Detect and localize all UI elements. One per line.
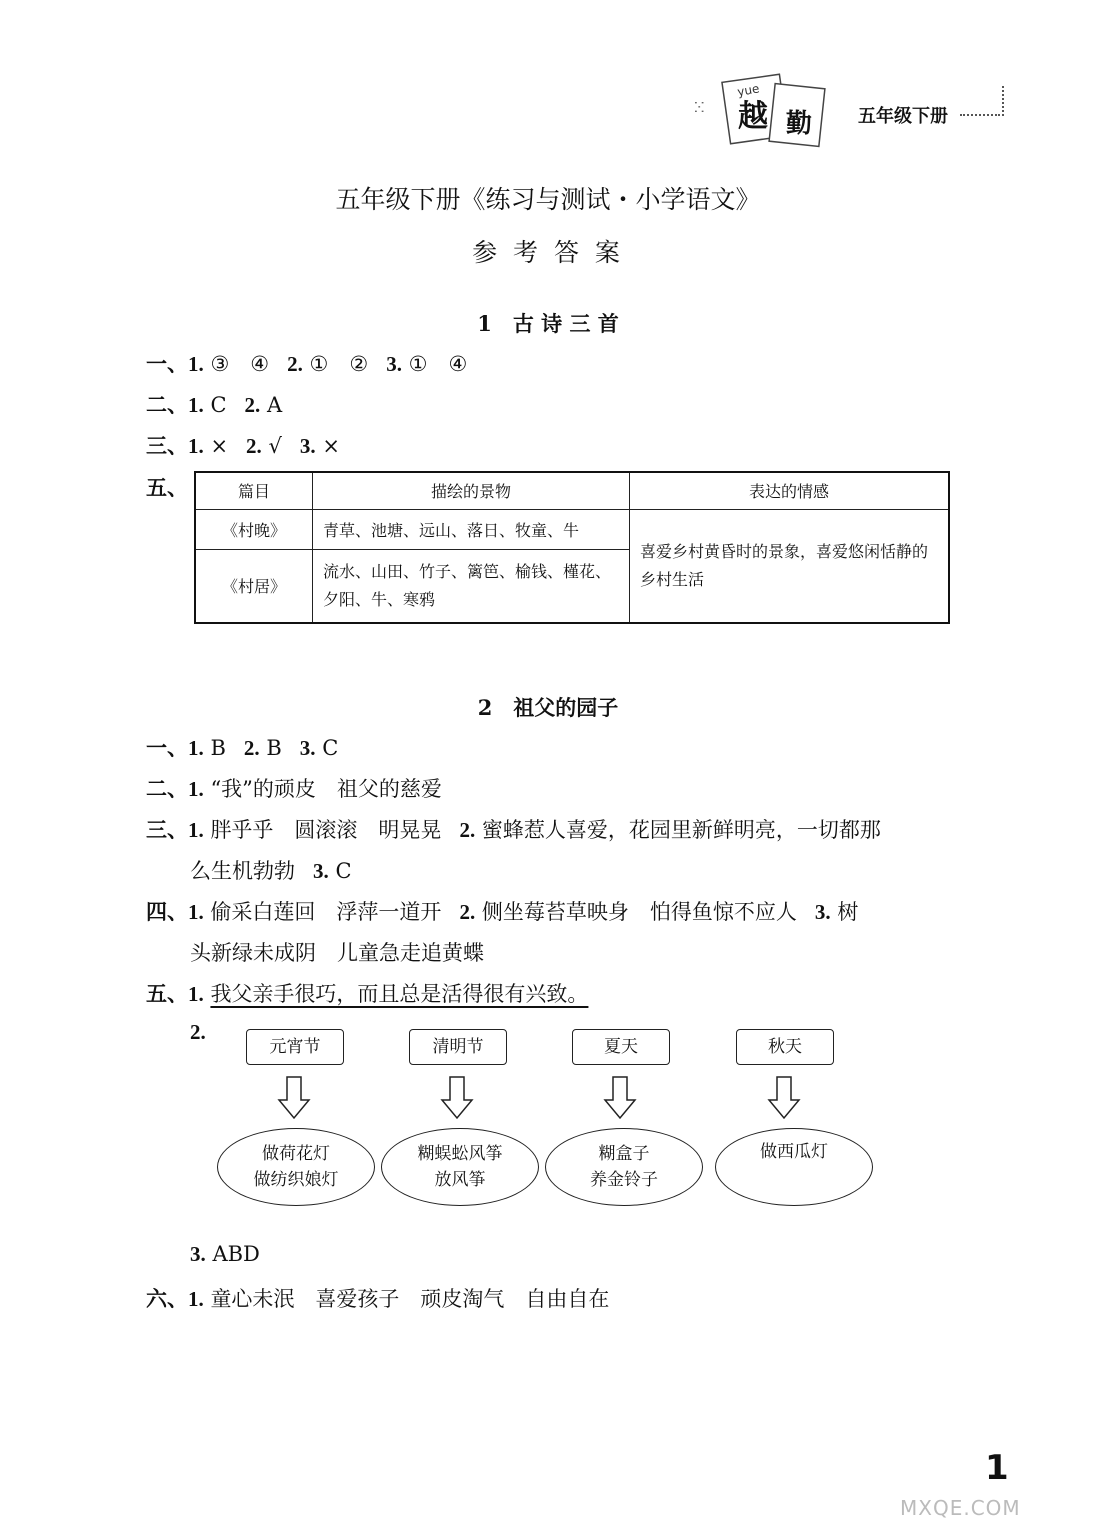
logo-pinyin: yue: [736, 81, 761, 100]
table-cell-title: 《村居》: [195, 549, 313, 623]
table-cell-scenery: 青草、池塘、远山、落日、牧童、牛: [313, 509, 630, 549]
document-subtitle: 参 考 答 案: [472, 238, 624, 267]
season-box: 夏天: [572, 1029, 670, 1065]
activity-oval: 做荷花灯 做纺织娘灯: [217, 1128, 375, 1206]
season-box: 秋天: [736, 1029, 834, 1065]
table-header-emotion: 表达的情感: [630, 472, 950, 509]
logo-char-1: 越: [738, 99, 768, 134]
down-arrow-icon: [277, 1076, 311, 1120]
l1-q1-answer: 一、1. ③ ④ 2. ① ② 3. ① ④: [146, 352, 468, 376]
activity-oval: 糊盒子 养金铃子: [545, 1128, 703, 1206]
table-cell-scenery: 流水、山田、竹子、篱笆、榆钱、槿花、夕阳、牛、寒鸦: [313, 549, 630, 623]
l2-q5-3-answer: 3. ABD: [190, 1242, 260, 1266]
activity-oval: 糊蜈蚣风筝 放风筝: [381, 1128, 539, 1206]
header-divider: [960, 114, 1000, 116]
l2-q2-answer: 二、1. “我”的顽皮 祖父的慈爱: [146, 777, 442, 801]
watermark: MXQE.COM: [900, 1496, 1021, 1520]
l2-q3-answer-line2: 么生机勃勃 3. C: [190, 859, 352, 883]
l1-q5-label: 五、: [146, 476, 188, 500]
lesson-1-heading: 1 古 诗 三 首: [477, 311, 619, 336]
grade-tag: 五年级下册: [858, 106, 948, 127]
header-divider-vertical: [1002, 86, 1004, 116]
l1-q2-answer: 二、1. C 2. A: [146, 393, 283, 417]
down-arrow-icon: [440, 1076, 474, 1120]
table-cell-emotion: 喜爱乡村黄昏时的景象，喜爱悠闲恬静的乡村生活: [630, 509, 950, 623]
l1-q3-answer: 三、1. × 2. √ 3. ×: [146, 434, 340, 458]
table-cell-title: 《村晚》: [195, 509, 313, 549]
lesson-2-heading: 2 祖父的园子: [477, 695, 619, 720]
l2-q3-answer-line1: 三、1. 胖乎乎 圆滚滚 明晃晃 2. 蜜蜂惹人喜爱，花园里新鲜明亮，一切都那: [146, 818, 881, 842]
table-header-scenery: 描绘的景物: [313, 472, 630, 509]
season-box: 清明节: [409, 1029, 507, 1065]
l2-q5-2-label: 2.: [190, 1020, 206, 1044]
l2-q1-answer: 一、1. B 2. B 3. C: [146, 736, 339, 760]
l2-q5-1-answer: 五、1. 我父亲手很巧，而且总是活得很有兴致。: [146, 982, 589, 1006]
activity-oval: 做西瓜灯: [715, 1128, 873, 1206]
document-title: 五年级下册《练习与测试・小学语文》: [335, 185, 761, 214]
poem-comparison-table: [194, 471, 950, 624]
l2-q6-answer: 六、1. 童心未泯 喜爱孩子 顽皮淘气 自由自在: [146, 1287, 610, 1311]
page-number: 1: [985, 1448, 1009, 1488]
logo-char-2: 勤: [786, 109, 813, 139]
season-box: 元宵节: [246, 1029, 344, 1065]
l2-q4-answer-line2: 头新绿未成阴 儿童急走追黄蝶: [190, 941, 484, 965]
down-arrow-icon: [603, 1076, 637, 1120]
down-arrow-icon: [767, 1076, 801, 1120]
l2-q4-answer-line1: 四、1. 偷采白莲回 浮萍一道开 2. 侧坐莓苔草映身 怕得鱼惊不应人 3. 树: [146, 900, 859, 924]
svg-text:ⵘ: ⵘ: [694, 100, 705, 116]
publisher-logo: [680, 70, 850, 160]
table-header-title: 篇目: [195, 472, 313, 509]
